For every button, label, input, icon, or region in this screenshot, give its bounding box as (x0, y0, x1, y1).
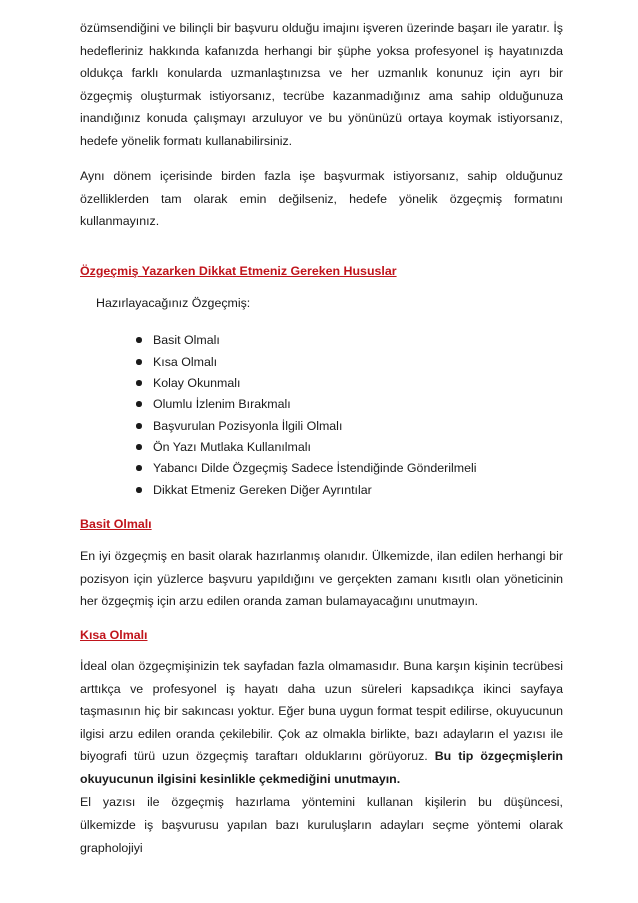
bullet-icon (136, 465, 142, 471)
list-item-label: Ön Yazı Mutlaka Kullanılmalı (153, 440, 311, 454)
heading-basit-olmali: Basit Olmalı (80, 517, 152, 531)
list-item-label: Dikkat Etmeniz Gereken Diğer Ayrıntılar (153, 483, 372, 497)
bullet-icon (136, 423, 142, 429)
list-item-label: Başvurulan Pozisyonla İlgili Olmalı (153, 419, 343, 433)
paragraph-kisa-olmali (80, 655, 563, 791)
paragraph-basit-olmali: En iyi özgeçmiş en basit olarak hazırlanmış olanıdır. Ülkemizde, ilan edilen herhangi bir pozisyon için yüzlerce başvuru yapıldığını ve gerçekten zamanı kısıtlı olan yöneticinin her özgeçmiş için arzu edilen oranda zaman bulamayacağını unutmayın. (80, 549, 563, 609)
list-item-label: Kısa Olmalı (153, 355, 218, 369)
bullet-icon (136, 444, 142, 450)
bullet-icon (136, 359, 142, 365)
bullet-icon (136, 337, 142, 343)
list-item-label: Basit Olmalı (153, 333, 220, 347)
paragraph-kisa-text: İdeal olan özgeçmişinizin tek sayfadan fazla olmamasıdır. Buna karşın kişinin tecrübesi arttıkça ve profesyonel iş hayatı daha uzun süreleri kapsadıkça ikinci sayfaya taşmasının hiç bir sakıncası yoktur. Eğer buna uygun format tespit edilirse, okuyucunun ilgisi arzu edilen oranda çekilebilir. Çok az olmakla birlikte, bazı adayların el yazısı ile biyografi türü uzun özgeçmiş taraftarı olduklarını görüyoruz. (80, 659, 563, 764)
section-heading-cv-considerations: Özgeçmiş Yazarken Dikkat Etmeniz Gereken Hususlar (80, 264, 397, 278)
list-item-label: Yabancı Dilde Özgeçmiş Sadece İstendiğinde Gönderilmeli (153, 461, 477, 475)
paragraph-last-line2: ülkemizde iş başvurusu yapılan bazı kuruluşların adayları seçme yöntemi olarak grapholojiyi (80, 818, 563, 855)
list-item-label: Kolay Okunmalı (153, 376, 241, 390)
bullet-icon (136, 380, 142, 386)
list-item-label: Olumlu İzlenim Bırakmalı (153, 397, 291, 411)
intro-text: Hazırlayacağınız Özgeçmiş: (96, 296, 251, 310)
bullet-icon (136, 487, 142, 493)
paragraph-last-line1: El yazısı ile özgeçmiş hazırlama yöntemini kullanan kişilerin bu düşüncesi, (80, 795, 563, 809)
paragraph-kisa-bold-text: Bu tip özgeçmişlerin okuyucunun ilgisini kesinlikle çekmediğini unutmayın. (80, 749, 563, 786)
paragraph-format-usage: özümsendiğini ve bilinçli bir başvuru olduğu imajını işveren üzerinde başarı ile yaratır. İş hedefleriniz hakkında kafanızda herhangi bir şüphe yoksa profesyonel iş hayatınızda oldukça farklı konularda uzmanlaştınızsa ve her uzmanlık konunuz için ayrı bir özgeçmiş oluşturmak istiyorsanız, tecrübe kazanmadığınız ama sahip olduğunuza inandığınız konuda çalışmayı arzuluyor ve bu yönünüzü ortaya koymak istiyorsanız, hedefe yönelik formatı kullanabilirsiniz. (80, 21, 563, 148)
heading-kisa-olmali: Kısa Olmalı (80, 628, 148, 642)
bullet-icon (136, 401, 142, 407)
paragraph-multiple-applications: Aynı dönem içerisinde birden fazla işe başvurmak istiyorsanız, sahip olduğunuz özelliklerden tam olarak emin değilseniz, hedefe yönelik özgeçmiş formatını kullanmayınız. (80, 169, 563, 229)
